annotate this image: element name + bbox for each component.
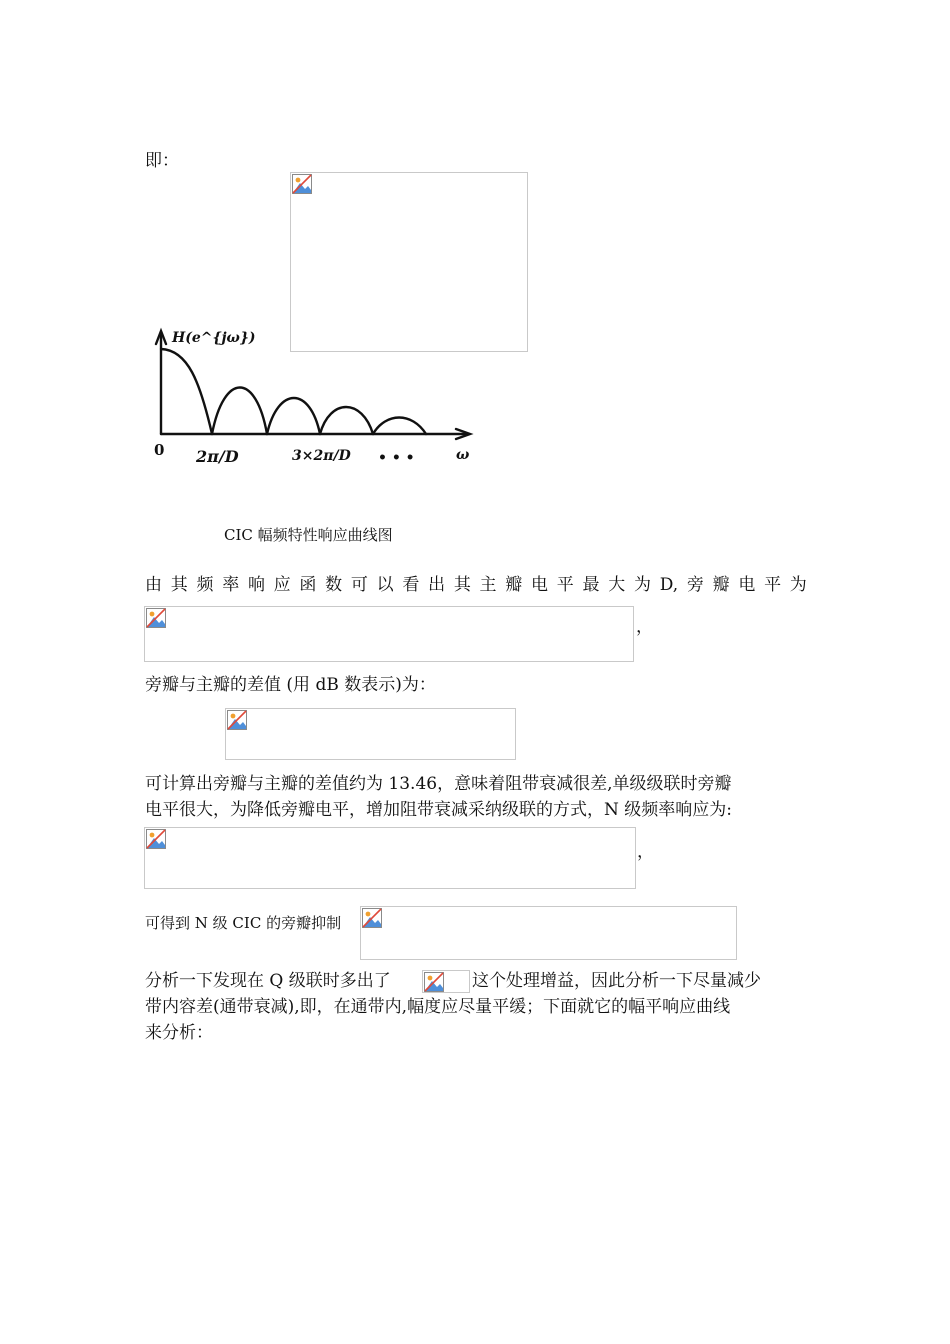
p1-char: 其 <box>170 575 188 595</box>
p1-char: 数 <box>325 575 343 595</box>
broken-image-icon <box>146 829 166 849</box>
p1-char: 瓣 <box>712 575 730 595</box>
p1-char: D, <box>659 575 679 595</box>
p1-char: 出 <box>428 575 446 595</box>
p1-char: 平 <box>556 575 574 595</box>
paragraph-3-line-1: 可计算出旁瓣与主瓣的差值约为 13.46，意味着阻带衰减很差,单级级联时旁瓣 <box>145 774 732 794</box>
formula-image-2 <box>144 606 634 662</box>
broken-image-icon <box>146 608 166 628</box>
p1-char: 主 <box>479 575 497 595</box>
p1-char: 为 <box>633 575 651 595</box>
broken-image-icon <box>292 174 312 194</box>
inline-formula-image <box>422 970 470 993</box>
comma-1: ， <box>636 617 653 637</box>
p1-char: 其 <box>453 575 471 595</box>
p1-char: 响 <box>247 575 265 595</box>
p1-char: 大 <box>608 575 626 595</box>
paragraph-5-line-2: 带内容差(通带衰减),即，在通带内,幅度应尽量平缓；下面就它的幅平响应曲线 <box>145 997 731 1017</box>
paragraph-1 <box>145 572 807 598</box>
broken-image-icon <box>424 972 444 992</box>
figure-caption: CIC 幅频特性响应曲线图 <box>224 526 393 544</box>
main-lobe <box>161 349 212 434</box>
formula-image-3 <box>225 708 516 760</box>
cic-response-figure <box>150 322 480 482</box>
p1-char: 以 <box>376 575 394 595</box>
paragraph-4: 可得到 N 级 CIC 的旁瓣抑制 <box>145 914 342 932</box>
p1-char: 看 <box>402 575 420 595</box>
p1-char: 电 <box>738 575 756 595</box>
p1-char: 函 <box>299 575 317 595</box>
p1-char: 旁 <box>686 575 704 595</box>
tick-label-3x2pi-d: 3×2π/D <box>292 448 351 464</box>
y-axis-label: H(e^{jω}) <box>172 330 256 346</box>
side-lobe-1 <box>212 388 267 435</box>
p1-char: 应 <box>273 575 291 595</box>
p1-char: 由 <box>145 575 162 595</box>
p1-char: 平 <box>764 575 782 595</box>
p1-char: 电 <box>531 575 549 595</box>
tick-label-2pi-d: 2π/D <box>196 447 239 466</box>
p1-char: 频 <box>196 575 214 595</box>
broken-image-icon <box>362 908 382 928</box>
p1-char: 可 <box>350 575 368 595</box>
ji-label: 即： <box>145 151 179 171</box>
paragraph-2: 旁瓣与主瓣的差值 (用 dB 数表示)为： <box>145 675 436 695</box>
side-lobe-3 <box>320 407 373 434</box>
paragraph-5-line-3: 来分析： <box>145 1023 213 1043</box>
x-axis-label: ω <box>456 447 470 463</box>
p1-char: 瓣 <box>505 575 523 595</box>
side-lobe-4 <box>373 418 426 435</box>
p1-char: 最 <box>582 575 600 595</box>
dots-label: • • • <box>378 450 415 466</box>
comma-2: ， <box>637 842 654 862</box>
paragraph-5-line-1a: 分析一下发现在 Q 级联时多出了 <box>145 971 391 991</box>
origin-label: 0 <box>154 441 165 459</box>
paragraph-3-line-2: 电平很大，为降低旁瓣电平，增加阻带衰减采纳级联的方式，N 级频率响应为: <box>145 800 733 820</box>
formula-image-5 <box>360 906 737 960</box>
broken-image-icon <box>227 710 247 730</box>
formula-image-4 <box>144 827 636 889</box>
side-lobe-2 <box>267 398 320 434</box>
p1-char: 为 <box>789 575 807 595</box>
paragraph-5-line-1b: 这个处理增益，因此分析一下尽量减少 <box>472 971 761 991</box>
p1-char: 率 <box>222 575 240 595</box>
